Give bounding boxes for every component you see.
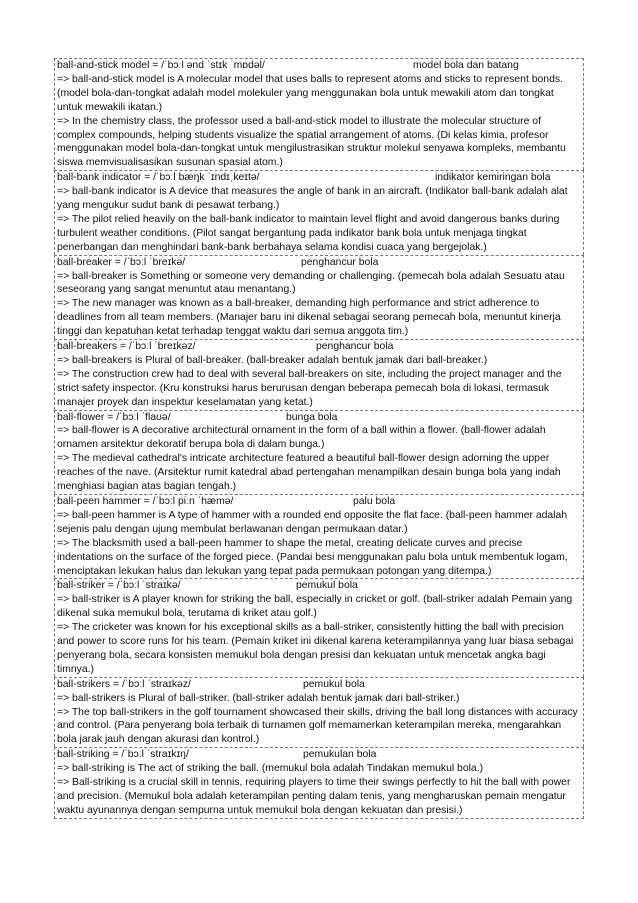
translation: pemukul bola (296, 580, 358, 592)
entry-headline (57, 340, 581, 354)
translation: penghancur bola (316, 341, 394, 353)
headword: ball-bank indicator = /ˈbɔːl bæŋk ˈɪndɪˌkeɪtə/ (57, 172, 260, 184)
entry-headline (57, 256, 581, 270)
translation: palu bola (353, 496, 396, 508)
example: => The pilot relied heavily on the ball-bank indicator to maintain level flight and avoid dangerous banks during turbulent weather conditions. (Pilot sangat bergantung pada indikator bank bola untuk menjaga tingkat penerbangan dan menghindari bank-bank berbahaya selama kondisi cuaca yang bergejolak.) (57, 213, 560, 253)
translation: indikator kemiringan bola (435, 172, 551, 184)
entry-headline (57, 748, 581, 762)
definition: => ball-flower is A decorative architectural ornament in the form of a ball within a flower. (ball-flower adalah ornamen arsitektur dekoratif berupa bola di dalam bunga.) (57, 425, 546, 451)
entry-ball-striking (54, 747, 584, 819)
dictionary-page (54, 58, 584, 819)
example: => The blacksmith used a ball-peen hammer to shape the metal, creating delicate curves and precise indentations on the surface of the forged piece. (Pandai besi menggunakan palu bola untuk membentuk logam, menciptakan lekukan halus dan lekukan yang tepat pada permukaan potongan yang ditempa.) (57, 537, 568, 577)
example: => The construction crew had to deal with several ball-breakers on site, including the project manager and the strict safety inspector. (Kru konstruksi harus berurusan dengan beberapa pemecah bola di lokasi, termasuk manajer proyek dan inspektur keselamatan yang ketat.) (57, 368, 562, 408)
definition: => ball-and-stick model is A molecular model that uses balls to represent atoms and sticks to represent bonds. (model bola-dan-tongkat adalah model molekuler yang menggunakan bola untuk mewakili atom dan tongkat untuk mewakili ikatan.) (57, 73, 563, 113)
entry-headline (57, 171, 581, 185)
entry-headline (57, 495, 581, 509)
headword: ball-breakers = /ˈbɔːl ˈbreɪkəz/ (57, 341, 196, 353)
entry-ball-flower (54, 410, 584, 494)
definition: => ball-striking is The act of striking the ball. (memukul bola adalah Tindakan memukul bola.) (57, 763, 484, 775)
headword: ball-and-stick model = /ˈbɔːl ənd ˈstɪk ˈmɒdəl/ (57, 60, 265, 71)
example: => The medieval cathedral's intricate architecture featured a beautiful ball-flower design adorning the upper reaches of the nave. (Arsitektur rumit katedral abad pertengahan menampilkan desain bunga bola yang indah menghiasi bagian atas bagian tengah.) (57, 453, 561, 493)
example: => Ball-striking is a crucial skill in tennis, requiring players to time their swings perfectly to hit the ball with power and precision. (Memukul bola adalah keterampilan penting dalam tenis, yang mengharuskan pemain mengatur waktu ayunannya dengan sempurna untuk memukul bola dengan kekuatan dan presisi.) (57, 777, 571, 816)
entry-ball-striker (54, 578, 584, 676)
definition: => ball-striker is A player known for striking the ball, especially in cricket or golf. (ball-striker adalah Pemain yang dikenal suka memukul bola, terutama di kriket atau golf.) (57, 594, 573, 620)
definition: => ball-strikers is Plural of ball-striker. (ball-striker adalah bentuk jamak dari ball-striker.) (57, 692, 460, 704)
definition: => ball-breaker is Something or someone very demanding or challenging. (pemecah bola adalah Sesuatu atau seseorang yang sangat menuntut atau menantang.) (57, 270, 565, 296)
entry-ball-peen-hammer (54, 494, 584, 578)
entry-ball-breakers (54, 339, 584, 410)
translation: model bola dan batang (413, 60, 519, 71)
definition: => ball-peen hammer is A type of hammer with a rounded end opposite the flat face. (ball-peen hammer adalah sejenis palu dengan ujung membulat berlawanan dengan permukaan datar.) (57, 509, 568, 535)
example: => The top ball-strikers in the golf tournament showcased their skills, driving the ball long distances with accuracy and control. (Para penyerang bola terbaik di turnamen golf memamerkan keterampilan mereka, mengarahkan bola jarak jauh dengan akurasi dan kontrol.) (57, 706, 578, 746)
headword: ball-strikers = /ˈbɔːl ˈstraɪkəz/ (57, 678, 191, 690)
example: => The new manager was known as a ball-breaker, demanding high performance and strict adherence to deadlines from all team members. (Manajer baru ini dikenal sebagai seorang pemecah bola, menuntut kinerja tinggi dan kepatuhan ketat terhadap tenggat waktu dari semua anggota tim.) (57, 298, 561, 338)
entry-ball-strikers (54, 677, 584, 748)
translation: pemukul bola (303, 678, 365, 690)
entry-ball-and-stick-model (54, 58, 584, 170)
headword: ball-breaker = /ˈbɔːl ˈbreɪkə/ (57, 256, 186, 268)
entry-headline (57, 579, 581, 593)
entry-headline (57, 678, 581, 692)
headword: ball-peen hammer = /ˈbɔːl piːn ˈhæmə/ (57, 496, 234, 508)
translation: bunga bola (286, 411, 338, 423)
entry-headline (57, 411, 581, 425)
entry-ball-bank-indicator (54, 170, 584, 254)
headword: ball-striker = /ˈbɔːl ˈstraɪkə/ (57, 580, 181, 592)
entry-ball-breaker (54, 255, 584, 339)
definition: => ball-bank indicator is A device that measures the angle of bank in an aircraft. (Indikator ball-bank adalah alat yang mengukur sudut bank di pesawat terbang.) (57, 186, 568, 212)
entry-headline (57, 59, 581, 73)
example: => The cricketer was known for his exceptional skills as a ball-striker, consistently hitting the ball with precision and power to score runs for his team. (Pemain kriket ini dikenal karena keterampilannya yang luar biasa sebagai penyerang bola, secara konsisten memukul bola dengan presisi dan kekuatan untuk mencetak angka bagi timnya.) (57, 622, 574, 675)
headword: ball-flower = /ˈbɔːl ˈflaʊə/ (57, 411, 171, 423)
translation: pemukulan bola (303, 749, 377, 761)
example: => In the chemistry class, the professor used a ball-and-stick model to illustrate the molecular structure of complex compounds, helping students visualize the spatial arrangement of atoms. (Di kelas kimia, profesor menggunakan model bola-dan-tongkat untuk mengilustrasikan struktur molekul senyawa kompleks, membantu siswa memvisualisasikan susunan spasial atom.) (57, 115, 566, 169)
definition: => ball-breakers is Plural of ball-breaker. (ball-breaker adalah bentuk jamak dari ball-breaker.) (57, 354, 488, 366)
headword: ball-striking = /ˈbɔːl ˈstraɪkɪŋ/ (57, 749, 189, 761)
translation: penghancur bola (301, 256, 379, 268)
